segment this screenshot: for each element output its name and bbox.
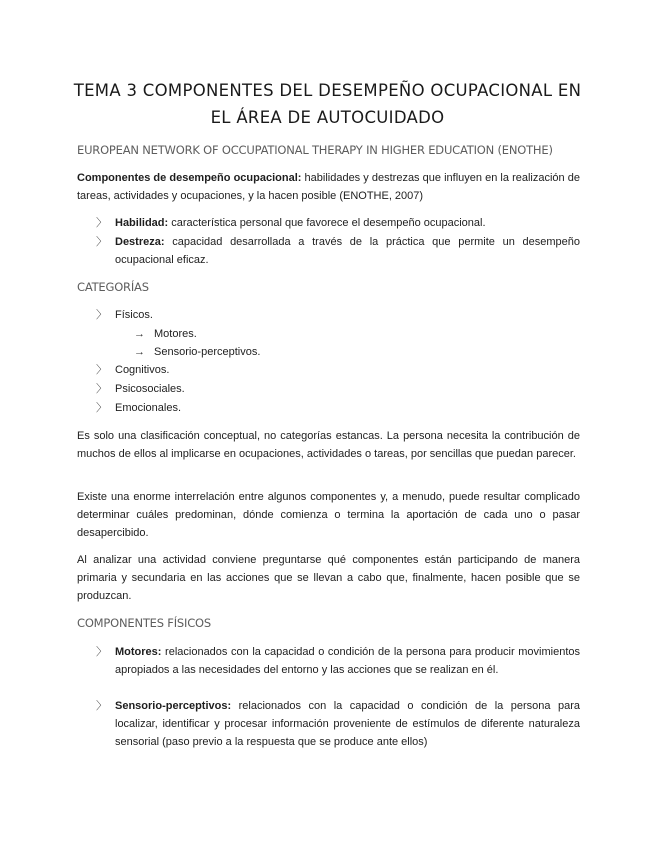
chevron-bullet-icon: 〉 <box>96 309 107 321</box>
list-item-term: Habilidad: <box>115 217 169 229</box>
list-item-habilidad <box>96 214 580 232</box>
list-item-text: capacidad desarrollada a través de la práctica que permite un desempeño ocupacional eficaz. <box>115 236 580 267</box>
chevron-bullet-icon: 〉 <box>96 402 107 414</box>
paragraph-clasificacion: Es solo una clasificación conceptual, no categorías estancas. La persona necesita la contribución de muchos de ellos al implicarse en ocupaciones, actividades o tareas, por sencillas que puedan parecer. <box>77 430 580 461</box>
definition-term: Componentes de desempeño ocupacional: <box>77 172 302 184</box>
category-fisicos <box>96 306 580 324</box>
category-label: Cognitivos. <box>115 364 170 376</box>
definition-text: habilidades y destrezas que influyen en la realización de tareas, actividades y ocupaciones, y la hacen posible (ENOTHE, 2007) <box>77 172 580 203</box>
category-label: Físicos. <box>115 309 153 321</box>
list-item-text: característica personal que favorece el desempeño ocupacional. <box>168 217 486 229</box>
category-emocionales <box>96 399 580 417</box>
category-label: Emocionales. <box>115 402 182 414</box>
list-item-motores <box>96 643 580 679</box>
chevron-bullet-icon: 〉 <box>96 646 107 658</box>
category-psicosociales <box>96 380 580 398</box>
list-item-destreza <box>96 233 580 269</box>
list-item-term: Motores: <box>115 646 162 658</box>
document-title: TEMA 3 COMPONENTES DEL DESEMPEÑO OCUPACIONAL EN EL ÁREA DE AUTOCUIDADO <box>73 81 582 127</box>
subcategory-sensorio <box>134 343 260 361</box>
subcategory-label: Sensorio-perceptivos. <box>154 346 261 358</box>
category-label: Psicosociales. <box>115 383 185 395</box>
definition-paragraph <box>77 169 580 205</box>
chevron-bullet-icon: 〉 <box>96 236 107 248</box>
chevron-bullet-icon: 〉 <box>96 383 107 395</box>
chevron-bullet-icon: 〉 <box>96 700 107 712</box>
paragraph-analizar: Al analizar una actividad conviene preguntarse qué componentes están participando de manera primaria y secundaria en las acciones que se llevan a cabo que, finalmente, hacen posible que se produzcan. <box>77 554 580 603</box>
section-heading-categorias: CATEGORÍAS <box>77 280 149 294</box>
section-heading-enothe: EUROPEAN NETWORK OF OCCUPATIONAL THERAPY IN HIGHER EDUCATION (ENOTHE) <box>77 143 553 157</box>
subcategory-motores <box>134 325 197 343</box>
category-cognitivos <box>96 361 580 379</box>
arrow-right-icon: → <box>134 328 145 340</box>
section-heading-fisicos: COMPONENTES FÍSICOS <box>77 616 211 630</box>
subcategory-label: Motores. <box>154 328 197 340</box>
arrow-right-icon: → <box>134 346 145 358</box>
list-item-sensorio-perceptivos <box>96 697 580 752</box>
list-item-term: Destreza: <box>115 236 165 248</box>
list-item-text: relacionados con la capacidad o condición de la persona para localizar, identificar y procesar información proveniente de estímulos de diferente naturaleza sensorial (paso previo a la respuesta que se produce ante ellos) <box>115 700 580 749</box>
chevron-bullet-icon: 〉 <box>96 217 107 229</box>
list-item-text: relacionados con la capacidad o condición de la persona para producir movimientos apropiados a las necesidades del entorno y las acciones que se realizan en él. <box>115 646 580 677</box>
chevron-bullet-icon: 〉 <box>96 364 107 376</box>
list-item-term: Sensorio-perceptivos: <box>115 700 232 712</box>
paragraph-interrelacion: Existe una enorme interrelación entre algunos componentes y, a menudo, puede resultar complicado determinar cuáles predominan, dónde comienza o termina la aportación de cada uno o pasar desapercibido. <box>77 491 580 540</box>
